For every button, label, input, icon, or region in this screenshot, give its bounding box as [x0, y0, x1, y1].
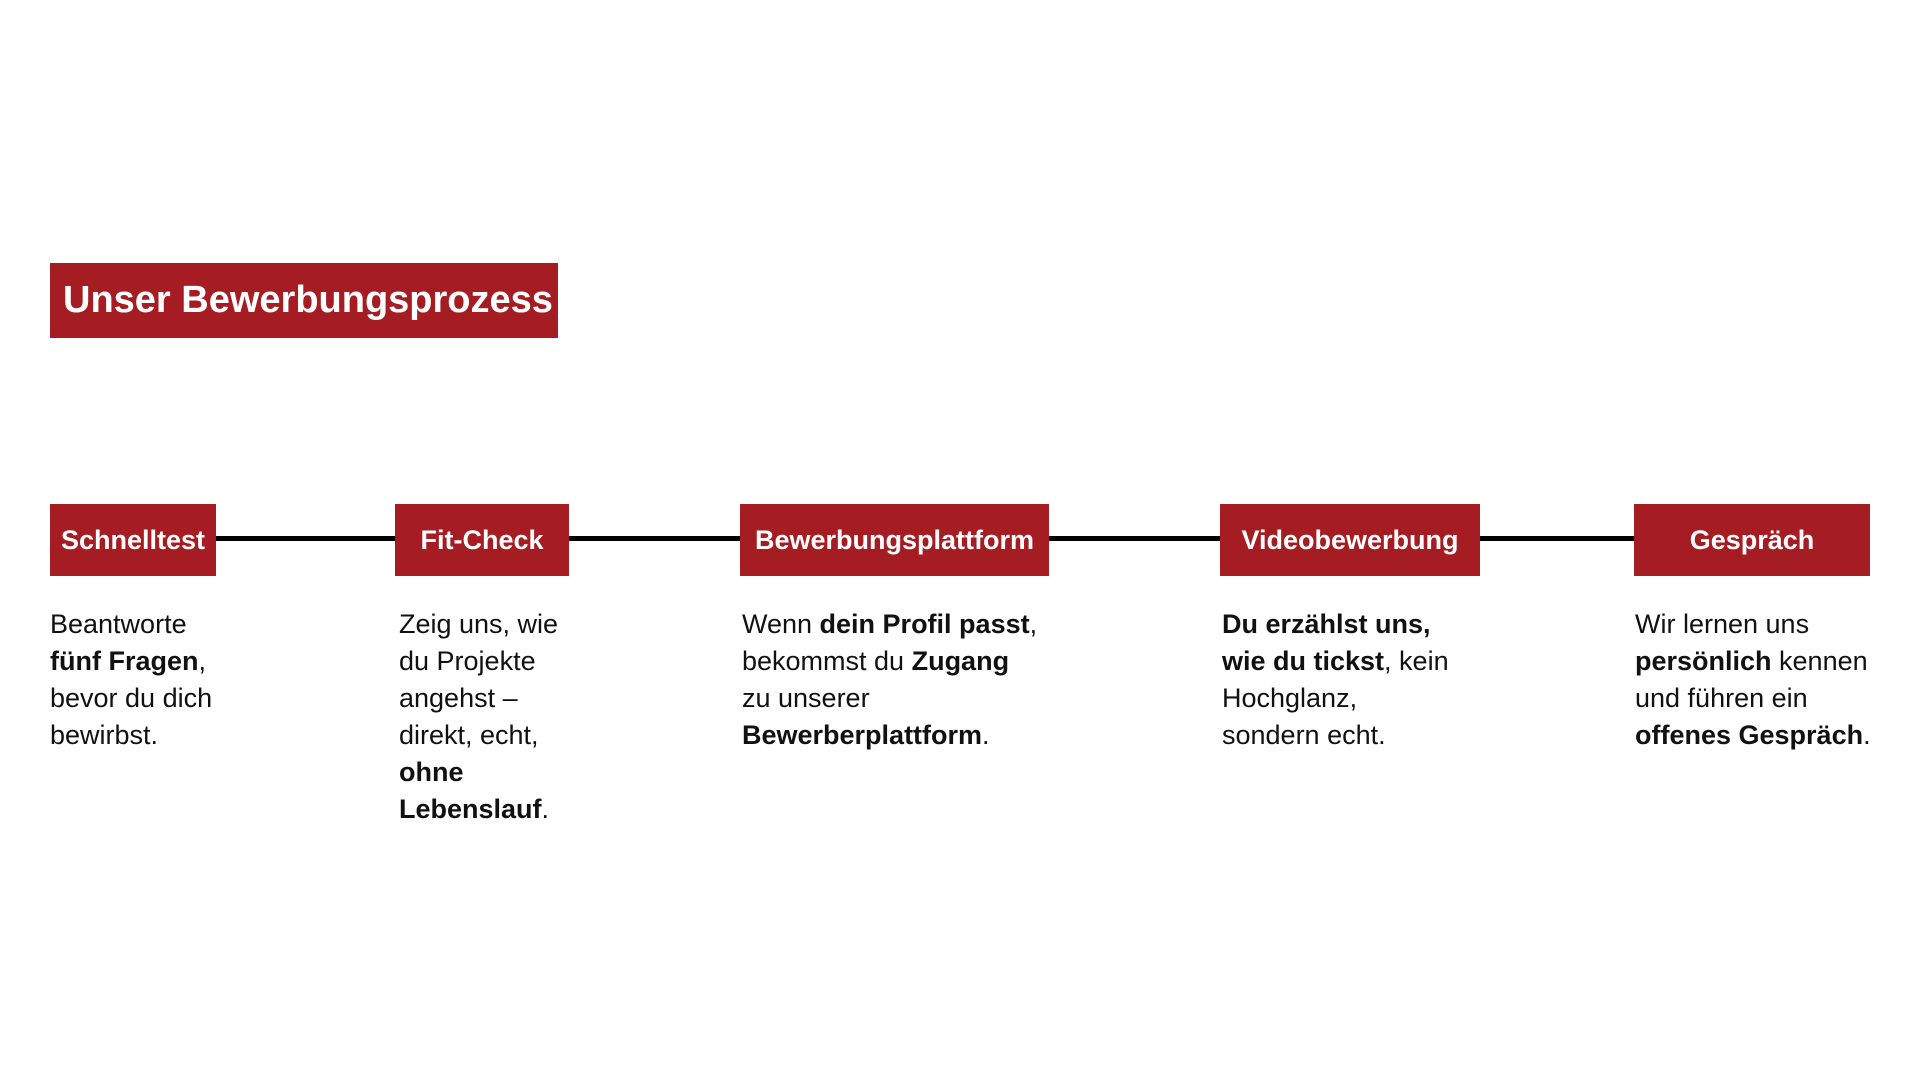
- description-line: und führen ein: [1635, 683, 1808, 713]
- description-line: zu unserer: [742, 683, 870, 713]
- description-line: Bewerberplattform.: [742, 720, 990, 750]
- page-title-banner: [50, 263, 558, 338]
- step-label-schnelltest: Schnelltest: [60, 524, 206, 555]
- step-label-bewerbungsplattform: Bewerbungsplattform: [754, 524, 1035, 555]
- description-line: persönlich kennen: [1635, 646, 1868, 676]
- step-description-videobewerbung: [1222, 606, 1552, 754]
- step-box-fit-check: [395, 504, 569, 576]
- description-line: Beantworte: [50, 609, 187, 639]
- description-line: angehst –: [399, 683, 518, 713]
- description-line: Du erzählst uns,: [1222, 609, 1431, 639]
- step-label-fit-check: Fit-Check: [420, 524, 544, 555]
- step-label-videobewerbung: Videobewerbung: [1241, 524, 1459, 555]
- description-line: Zeig uns, wie: [399, 609, 559, 639]
- description-line: du Projekte: [399, 646, 536, 676]
- description-line: sondern echt.: [1222, 720, 1386, 750]
- description-line: wie du tickst, kein: [1222, 646, 1449, 676]
- step-box-videobewerbung: [1220, 504, 1480, 576]
- description-line: direkt, echt,: [399, 720, 539, 750]
- description-line: ohne: [399, 757, 464, 787]
- description-line: Hochglanz,: [1222, 683, 1358, 713]
- step-description-bewerbungsplattform: [742, 606, 1072, 754]
- step-description-schnelltest: [50, 606, 380, 754]
- description-line: Wir lernen uns: [1635, 609, 1810, 639]
- description-line: bevor du dich: [50, 683, 213, 713]
- step-description-fit-check: [399, 606, 729, 828]
- step-box-schnelltest: [50, 504, 216, 576]
- step-label-gespraech: Gespräch: [1689, 524, 1815, 555]
- step-box-bewerbungsplattform: [740, 504, 1049, 576]
- step-box-gespraech: [1634, 504, 1870, 576]
- description-line: offenes Gespräch.: [1635, 720, 1871, 750]
- description-line: fünf Fragen,: [50, 646, 207, 676]
- description-line: Wenn dein Profil passt,: [742, 609, 1038, 639]
- description-line: Lebenslauf.: [399, 794, 550, 824]
- description-line: bewirbst.: [50, 720, 159, 750]
- step-description-gespraech: [1635, 606, 1920, 754]
- description-line: bekommst du Zugang: [742, 646, 1010, 676]
- page-title: Unser Bewerbungsprozess: [63, 279, 553, 321]
